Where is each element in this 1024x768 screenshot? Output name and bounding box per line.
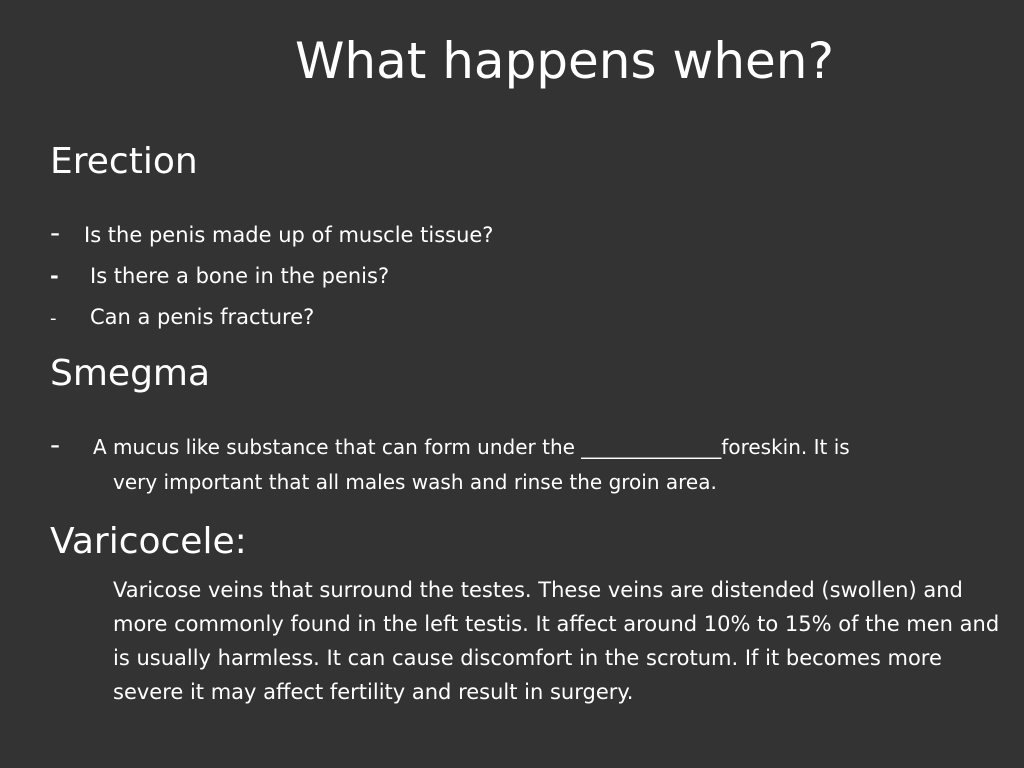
smegma-line-1: A mucus like substance that can form under the ______________foreskin. It is [93,435,850,459]
bullet-dash: - [50,428,61,461]
bullet-dash: - [50,264,59,288]
bullet-item [50,305,314,329]
bullet-dash: - [50,216,61,249]
bullet-text: Is the penis made up of muscle tissue? [84,223,494,247]
heading-varicocele: Varicocele: [50,521,247,562]
smegma-line-2: very important that all males wash and rinse the groin area. [113,470,717,494]
bullet-dash: - [50,308,57,329]
bullet-text: Is there a bone in the penis? [90,264,390,288]
bullet-item [50,216,493,249]
heading-erection: Erection [50,141,198,182]
bullet-item [50,264,389,288]
varicocele-paragraph: Varicose veins that surround the testes. These veins are distended (swollen) and more commonly found in the left testis. It affect around 10% to 15% of the men and is usually harmless. It can cause discomfort in the scrotum. If it becomes more severe it may affect fertility and result in surgery. [113,578,1000,704]
heading-smegma: Smegma [50,353,211,394]
slide-title: What happens when? [294,32,835,90]
bullet-item [50,428,850,461]
bullet-text: Can a penis fracture? [90,305,315,329]
